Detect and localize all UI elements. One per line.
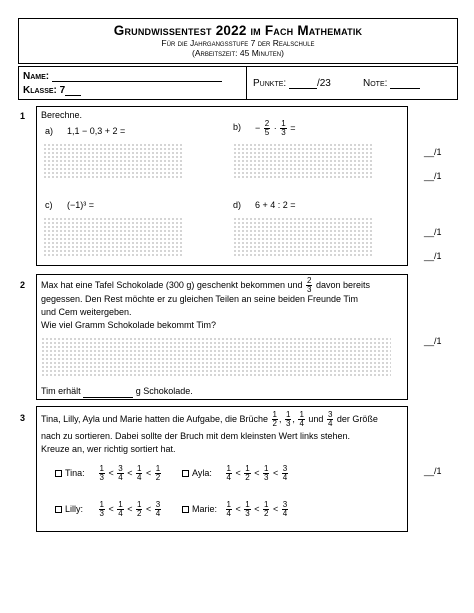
task-1d-expression: 6 + 4 : 2 = (255, 200, 296, 210)
task-3-points: __/1 (424, 466, 442, 476)
task-3-fraction-1: $\frac{1}{2}$ (272, 410, 277, 429)
task-3-line-3: Kreuze an, wer richtig sortiert hat. (41, 444, 176, 454)
task-1b-expression (255, 119, 296, 137)
task-1-box (36, 106, 408, 266)
task-2-answer-field[interactable] (83, 389, 133, 398)
task-2-box (36, 274, 408, 400)
checkbox-lilly[interactable] (55, 506, 62, 513)
info-box (18, 66, 458, 100)
option-tina[interactable]: Tina: $\frac{1}{3}$ < $\frac{3}{4}$ < $\frac{1}{4}$ < $\frac{1}{2}$ (55, 465, 162, 482)
task-1c-grid[interactable] (43, 217, 183, 257)
task-3-fraction-2: $\frac{1}{3}$ (285, 410, 291, 429)
task-1c-expression: (−1)³ = (67, 200, 95, 210)
subtitle-grade: Für die Jahrgangsstufe 7 der Realschule (161, 38, 315, 48)
klasse-field[interactable] (65, 86, 81, 96)
note-row (363, 78, 420, 89)
task-1b-equals: = (290, 123, 296, 133)
note-label: Note: (363, 78, 388, 89)
option-lilly-label: Lilly: (65, 504, 84, 514)
option-marie[interactable]: Marie: $\frac{1}{4}$ < $\frac{1}{3}$ < $\frac{1}{2}$ < $\frac{3}{4}$ (182, 501, 289, 518)
option-lilly[interactable]: Lilly: $\frac{1}{3}$ < $\frac{1}{4}$ < $\frac{1}{2}$ < $\frac{3}{4}$ (55, 501, 162, 518)
task-2-fraction: $\frac{2}{3}$ (307, 276, 312, 294)
task-2-answer-suffix: g Schokolade. (135, 386, 193, 396)
option-tina-label: Tina: (65, 468, 85, 478)
task-1b-fraction-1: $\frac{2}{5}$ (264, 119, 270, 138)
task-2-number: 2 (20, 280, 26, 290)
task-1b-grid[interactable] (233, 143, 373, 179)
checkbox-ayla[interactable] (182, 470, 189, 477)
task-2-points: __/1 (424, 336, 442, 346)
page-title: Grundwissentest 2022 im Fach Mathematik (113, 23, 363, 38)
task-1c-points: __/1 (424, 227, 442, 237)
klasse-label: Klasse: 7 (23, 85, 66, 96)
task-1d-points: __/1 (424, 251, 442, 261)
task-2-line-1 (41, 277, 370, 294)
option-ayla-label: Ayla: (192, 468, 212, 478)
student-info (19, 67, 247, 99)
task-3-line-1a: Tina, Lilly, Ayla und Marie hatten die Aufgabe, die Brüche (41, 414, 268, 424)
task-2-line-1b: davon bereits (315, 279, 371, 290)
task-1a-label: a) (45, 126, 54, 136)
task-1b-label: b) (233, 122, 242, 132)
header-box (18, 18, 458, 64)
note-field[interactable] (390, 79, 420, 89)
name-label: Name: (23, 71, 50, 82)
checkbox-marie[interactable] (182, 506, 189, 513)
task-2-line-3: und Cem weitergeben. (41, 307, 132, 317)
name-field[interactable] (52, 72, 222, 82)
task-3-fraction-4: $\frac{3}{4}$ (327, 410, 333, 429)
task-1c-label: c) (45, 200, 53, 210)
task-1b-operator: · (273, 123, 277, 133)
option-marie-label: Marie: (192, 504, 218, 514)
task-2-answer-prefix: Tim erhält (41, 386, 81, 396)
punkte-total: /23 (316, 78, 331, 89)
task-1a-grid[interactable] (43, 143, 183, 179)
task-2-line-2: gegessen. Den Rest möchte er zu gleichen Teilen an seine beiden Freunde Tim (41, 294, 359, 304)
task-1b-fraction-2: $\frac{1}{3}$ (281, 119, 286, 138)
task-3-line-1: Tina, Lilly, Ayla und Marie hatten die Aufgabe, die Brüche $\frac{1}{2}$ , $\frac{1}{3}$ , $\frac{1}{4}$ und $\frac{3}{4}$ der Größe (41, 410, 378, 429)
task-3-number: 3 (20, 413, 26, 423)
task-3-line-2: nach zu sortieren. Dabei sollte der Bruch mit dem kleinsten Wert links stehen. (41, 431, 350, 441)
task-3-box (36, 406, 408, 532)
task-1b-sign: − (255, 123, 261, 133)
klasse-row (23, 85, 81, 96)
task-1a-expression: 1,1 − 0,3 + 2 = (67, 126, 126, 136)
task-2-answer (41, 385, 193, 398)
task-1d-label: d) (233, 200, 242, 210)
task-1-instruction: Berechne. (41, 110, 83, 120)
task-2-line-1a: Max hat eine Tafel Schokolade (300 g) geschenkt bekommen und (41, 279, 303, 290)
task-3-fraction-3: $\frac{1}{4}$ (299, 410, 304, 429)
punkte-field[interactable] (289, 79, 317, 89)
punkte-row (253, 78, 331, 89)
punkte-label: Punkte: (253, 78, 287, 89)
name-row (23, 71, 222, 82)
task-2-grid[interactable] (41, 337, 391, 377)
option-ayla[interactable]: Ayla: $\frac{1}{4}$ < $\frac{1}{2}$ < $\frac{1}{3}$ < $\frac{3}{4}$ (182, 465, 289, 482)
subtitle-time: (Arbeitszeit: 45 Minuten) (192, 48, 284, 58)
task-2-question: Wie viel Gramm Schokolade bekommt Tim? (41, 320, 217, 330)
task-3-line-1c: der Größe (336, 414, 378, 424)
task-3-line-1b: und (308, 414, 324, 424)
checkbox-tina[interactable] (55, 470, 62, 477)
task-1-number: 1 (20, 111, 26, 121)
task-1a-points: __/1 (424, 147, 442, 157)
task-1d-grid[interactable] (233, 217, 373, 257)
task-1b-points: __/1 (424, 171, 442, 181)
